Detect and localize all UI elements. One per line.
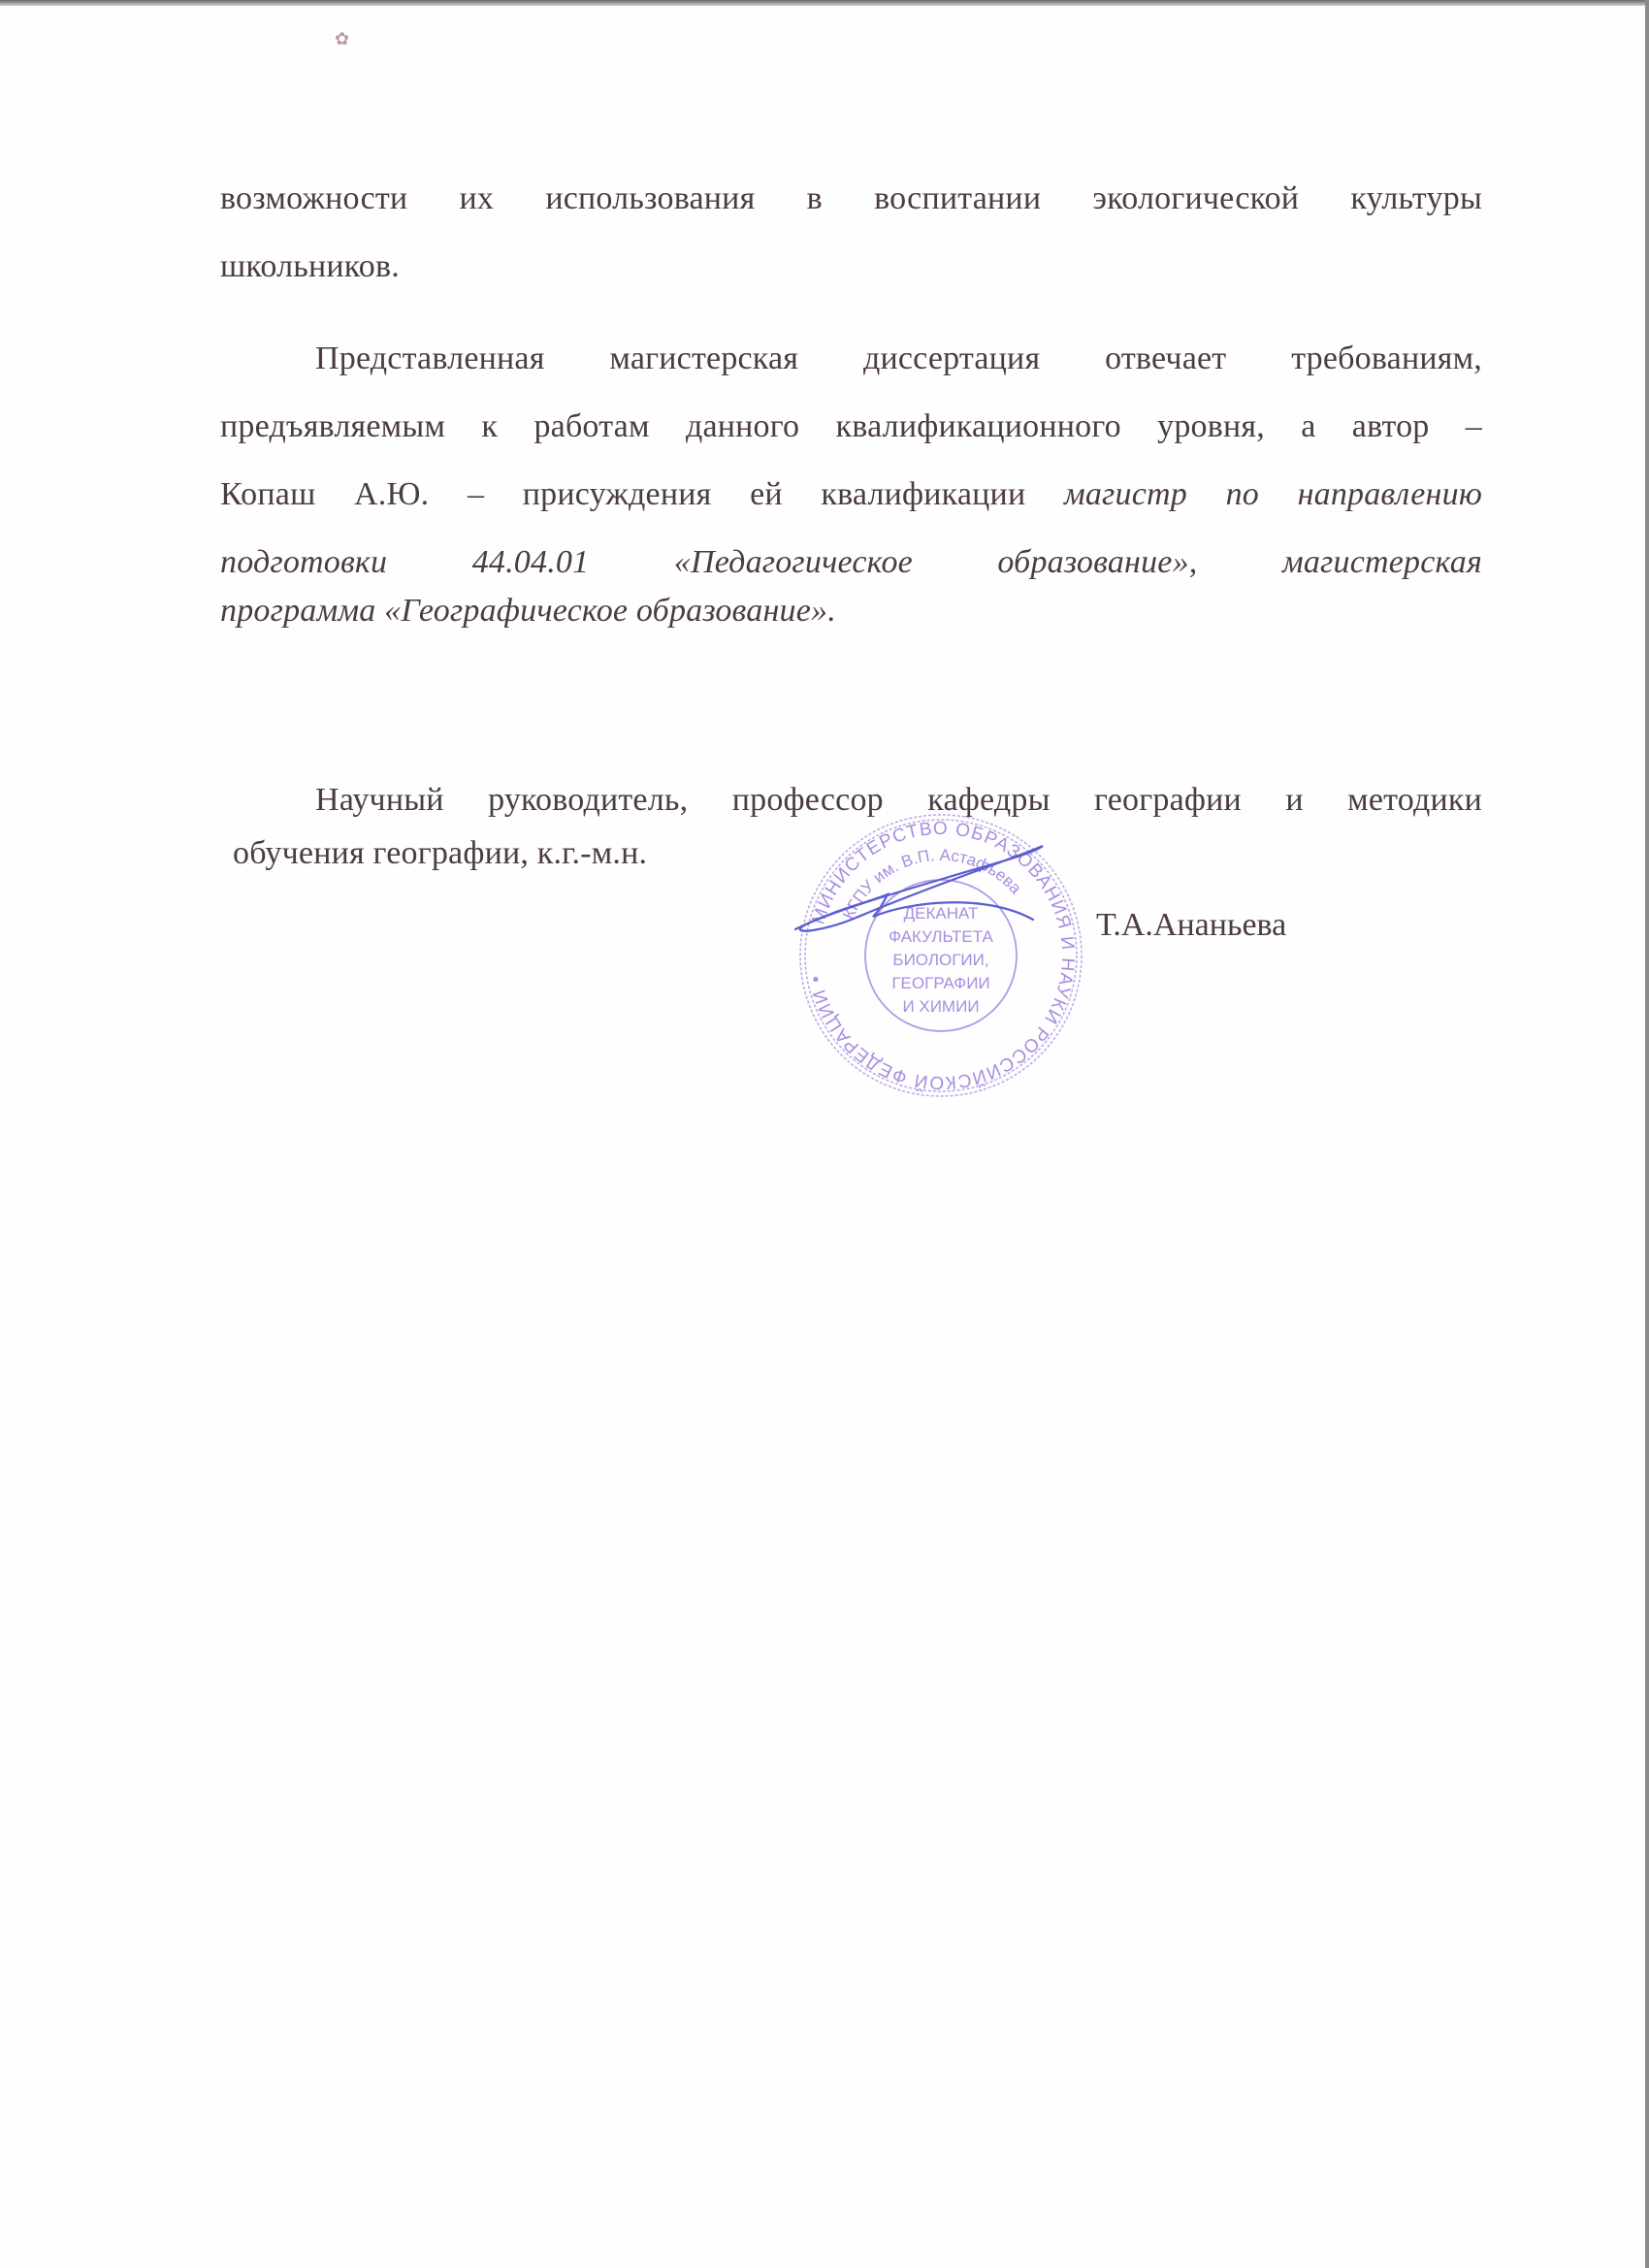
- supervisor-line-1: Научный руководитель, профессор кафедры географии и методики: [315, 782, 1482, 818]
- body-line-5-regular: Копаш А.Ю. – присуждения ей квалификации: [220, 476, 1064, 512]
- body-line-1: возможности их использования в воспитании экологической культуры: [220, 180, 1482, 216]
- stamp-outer-text: МИНИСТЕРСТВО ОБРАЗОВАНИЯ И НАУКИ РОССИЙСКОЙ ФЕДЕРАЦИИ •: [805, 818, 1079, 1093]
- body-line-4: предъявляемым к работам данного квалификационного уровня, а автор –: [220, 408, 1482, 444]
- handwritten-signature: [791, 834, 1062, 951]
- body-line-7: программа «Географическое образование».: [220, 593, 836, 629]
- scan-top-edge: [0, 0, 1649, 6]
- body-line-2: школьников.: [220, 248, 400, 284]
- supervisor-name: Т.А.Ананьева: [1096, 907, 1287, 943]
- supervisor-line-2: обучения географии, к.г.-м.н.: [233, 835, 648, 871]
- stamp-inner-text: КГПУ им. В.П. Астафьева: [839, 845, 1025, 923]
- body-line-5-italic: магистр по направлению: [1063, 476, 1482, 512]
- body-line-5: [220, 475, 1482, 514]
- stamp-center-line-2: ФАКУЛЬТЕТА: [889, 927, 993, 946]
- stamp-center-line-4: ГЕОГРАФИИ: [891, 974, 990, 992]
- body-line-6: подготовки 44.04.01 «Педагогическое образование», магистерская: [220, 544, 1482, 580]
- stamp-center-line-1: ДЕКАНАТ: [903, 904, 979, 923]
- scan-speck: ✿: [335, 29, 350, 49]
- body-line-3: Представленная магистерская диссертация отвечает требованиям,: [315, 340, 1482, 376]
- scan-right-edge: [1645, 0, 1649, 2268]
- stamp-center-line-3: БИОЛОГИИ,: [892, 951, 989, 969]
- stamp-center-line-5: И ХИМИИ: [902, 997, 980, 1016]
